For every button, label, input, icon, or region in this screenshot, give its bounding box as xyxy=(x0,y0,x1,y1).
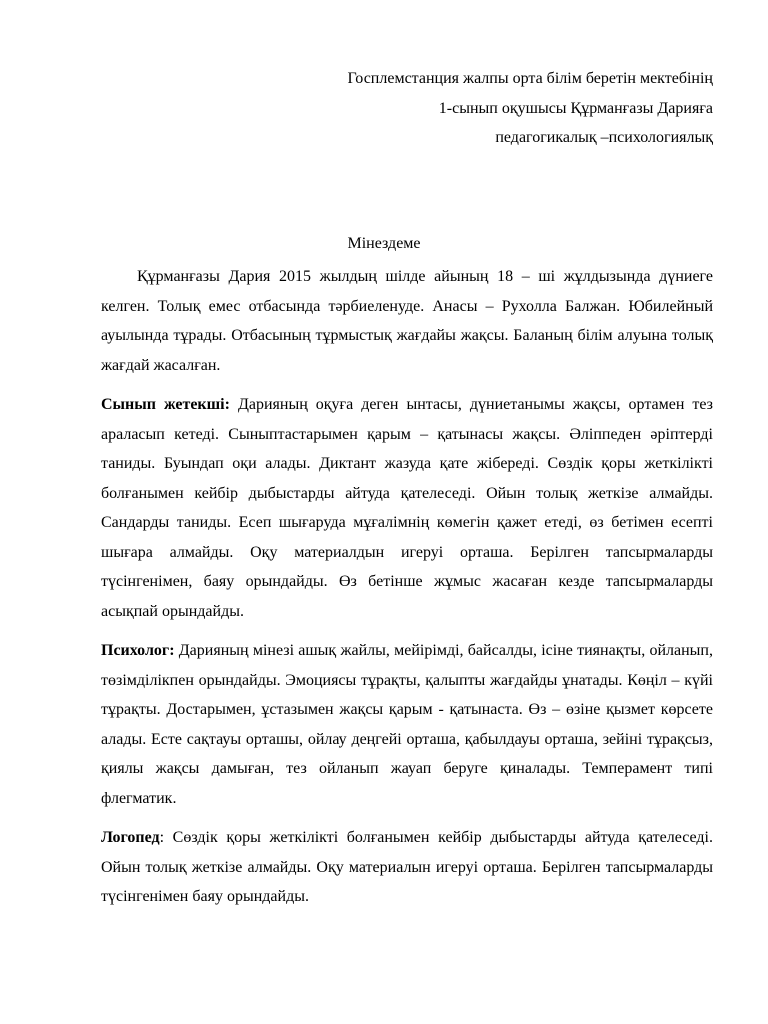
header-type-line: педагогикалық –психологиялық xyxy=(495,129,713,146)
document-header xyxy=(100,64,713,153)
speech-therapist-paragraph xyxy=(101,823,713,912)
psychologist-text: Дарияның мінезі ашық жайлы, мейірімді, байсалды, ісіне тиянақты, ойланып, төзімділікпен орындайды. Эмоциясы тұрақты, қалыпты жағдайды ұнатады. Көңіл – күйі тұрақты. Достарымен, ұстазымен жақсы қарым - қатынаста. Өз – өзіне қызмет көрсете алады. Есте сақтауы орташы, ойлау деңгейі орташа, қабылдауы орташа, зейіні тұрақсыз, қиялы жақсы дамыған, тез ойланып жауап беруге қиналады. Темперамент типі флегматик. xyxy=(101,642,713,807)
document-body xyxy=(101,262,713,922)
header-student-line: 1-сынып оқушысы Құрманғазы Дарияға xyxy=(438,99,713,117)
psychologist-label: Психолог: xyxy=(101,642,175,659)
intro-paragraph: Құрманғазы Дария 2015 жылдың шілде айының 18 – ші жұлдызында дүниеге келген. Толық емес отбасында тәрбиеленуде. Анасы – Рухолла Балжан. Юбилейный ауылында тұрады. Отбасының тұрмыстық жағдайы жақсы. Баланың білім алуына толық жағдай жасалған. xyxy=(101,268,713,374)
class-teacher-label: Сынып жетекші: xyxy=(101,396,230,413)
speech-therapist-label: Логопед xyxy=(101,829,160,846)
document-title: Мінездеме xyxy=(347,235,421,252)
class-teacher-paragraph xyxy=(101,390,713,626)
speech-therapist-text: : Сөздік қоры жеткілікті болғанымен кейбір дыбыстарды айтуда қателеседі. Ойын толық жеткізе алмайды. Оқу материалын игеруі орташа. Берілген тапсырмаларды түсінгенімен баяу орындайды. xyxy=(101,829,713,905)
class-teacher-text: Дарияның оқуға деген ынтасы, дүниетанымы жақсы, ортамен тез араласып кетеді. Сыныптастарымен қарым – қатынасы жақсы. Әліппеден әріптерді таниды. Буындап оқи алады. Диктант жазуда қате жібереді. Сөздік қоры жеткілікті болғанымен кейбір дыбыстарды айтуда қателеседі. Ойын толық жеткізе алмайды. Сандарды таниды. Есеп шығаруда мұғалімнің көмегін қажет етеді, өз бетімен есепті шығара алмайды. Оқу материалдын игеруі орташа. Берілген тапсырмаларды түсінгенімен, баяу орындайды. Өз бетінше жұмыс жасаған кезде тапсырмаларды асықпай орындайды. xyxy=(101,396,713,620)
header-school-line: Госплемстанция жалпы орта білім беретін мектебінің xyxy=(347,70,713,87)
psychologist-paragraph xyxy=(101,636,713,813)
